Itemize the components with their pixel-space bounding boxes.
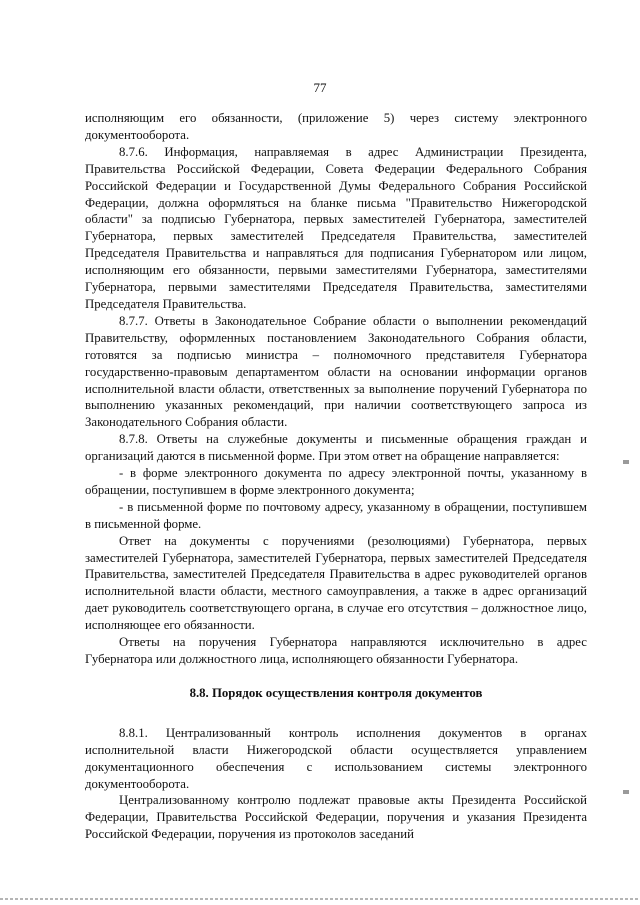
paragraphs-after-heading: [85, 725, 587, 843]
document-body: [85, 110, 587, 843]
paragraph: исполняющим его обязанности, (приложение 5) через систему электронного документооборота.: [85, 111, 587, 142]
paragraph: Ответ на документы с поручениями (резолюциями) Губернатора, первых заместителей Губернатора, заместителей Губернатора, первых заместителей Председателя Правительства, заместителей Председателя Правительства в адрес руководителей органов исполнительной власти области, местного самоуправления, а также в адрес организаций дает руководитель соответствующего органа, в случае его отсутствия – должностное лицо, исполняющее его обязанности.: [85, 533, 587, 633]
paragraph: 8.7.6. Информация, направляемая в адрес Администрации Президента, Правительства Российской Федерации, Совета Федерации Федерального Собрания Российской Федерации и Государственной Думы Федерального Собрания Российской Федерации, должна оформляться на бланке письма "Правительство Нижегородской области" за подписью Губернатора, первых заместителей Губернатора, заместителей Губернатора, первых заместителей Председателя Правительства, заместителей Председателя Правительства и направляться для подписания Губернатором или лицом, исполняющим его обязанности, первыми заместителями Губернатора, заместителями Губернатора, первыми заместителями Председателя Правительства, заместителями Председателя Правительства.: [85, 144, 587, 311]
scan-bottom-edge: [0, 898, 640, 900]
paragraph: Ответы на поручения Губернатора направляются исключительно в адрес Губернатора или должностного лица, исполняющего обязанности Губернатора.: [85, 635, 587, 666]
section-heading: 8.8. Порядок осуществления контроля документов: [189, 685, 483, 700]
paragraph: - в письменной форме по почтовому адресу, указанному в обращении, поступившем в письменной форме.: [85, 499, 587, 531]
paragraph: 8.7.8. Ответы на служебные документы и письменные обращения граждан и организаций даются в письменной форме. При этом ответ на обращение направляется:: [85, 432, 587, 464]
paragraph: Централизованному контролю подлежат правовые акты Президента Российской Федерации, Правительства Российской Федерации, поручения и указания Президента Российской Федерации, поручения из протоколов заседаний: [85, 793, 587, 842]
page-number: 77: [313, 80, 327, 95]
paragraph: 8.8.1. Централизованный контроль исполнения документов в органах исполнительной власти Нижегородской области осуществляется управлением документационного обеспечения с использованием системы электронного документооборота.: [85, 725, 587, 791]
paragraph: 8.7.7. Ответы в Законодательное Собрание области о выполнении рекомендаций Правительству, оформленных постановлением Законодательного Собрания области, готовятся за подписью министра – полномочного представителя Губернатора государственно-правовым департаментом области на основании информации органов исполнительной власти области, ответственных за выполнение поручений Губернатора по выполнению указанных рекомендаций, при наличии соответствующего запроса из Законодательного Собрания области.: [85, 313, 587, 430]
paragraph: - в форме электронного документа по адресу электронной почты, указанному в обращении, поступившем в форме электронного документа;: [85, 466, 587, 497]
scan-edge-mark: [623, 460, 629, 464]
scan-edge-mark: [623, 790, 629, 794]
paragraphs-before-heading: [85, 110, 587, 668]
